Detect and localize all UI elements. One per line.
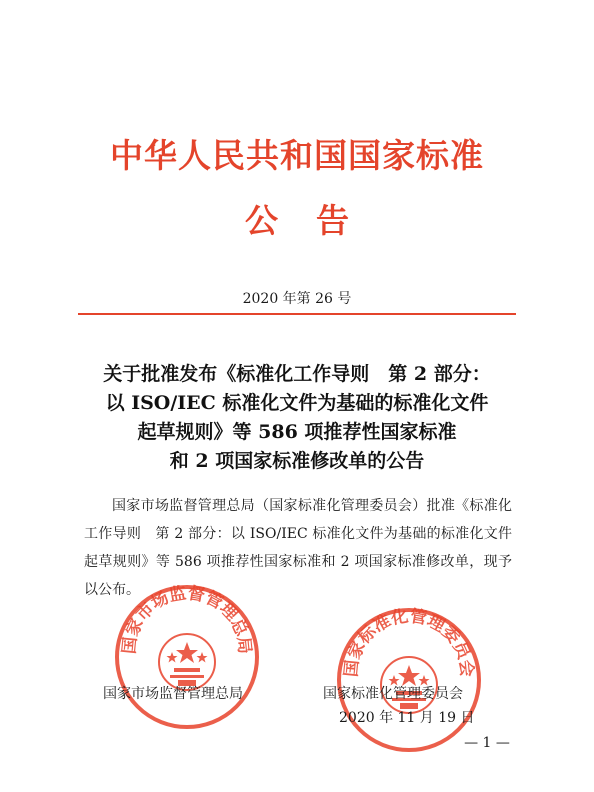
official-seal-samr	[112, 582, 262, 732]
signer-sac: 国家标准化管理委员会	[323, 686, 463, 702]
official-seal-sac	[334, 605, 484, 755]
notice-title-line-3: 起草规则》等 586 项推荐性国家标准	[137, 421, 457, 443]
red-divider-line	[78, 313, 516, 315]
page-number: — 1 —	[464, 735, 510, 751]
notice-title	[50, 360, 544, 476]
notice-title-line-4: 和 2 项国家标准修改单的公告	[169, 450, 425, 472]
notice-title-line-2: 以 ISO/IEC 标准化文件为基础的标准化文件	[105, 392, 489, 414]
seal-2-ring-text: 国家标准化管理委员会	[341, 606, 477, 678]
notice-title-line-1: 关于批准发布《标准化工作导则 第 2 部分：	[103, 363, 491, 385]
seal-1-ring-text: 国家市场监督管理总局	[119, 583, 255, 655]
document-header-subtitle: 公告	[245, 201, 387, 240]
notice-body-paragraph: 国家市场监督管理总局（国家标准化管理委员会）批准《标准化工作导则 第 2 部分：以 ISO/IEC 标准化文件为基础的标准化文件起草规则》等 586 项推荐性国家标准和 2 项国家标准修改单，现予以公布。	[84, 498, 512, 598]
signer-samr: 国家市场监督管理总局	[103, 686, 243, 702]
national-emblem-icon	[159, 634, 215, 690]
document-number: 2020 年第 26 号	[242, 291, 352, 307]
document-header-title: 中华人民共和国国家标准	[110, 136, 484, 175]
issue-date: 2020 年 11 月 19 日	[339, 710, 475, 726]
